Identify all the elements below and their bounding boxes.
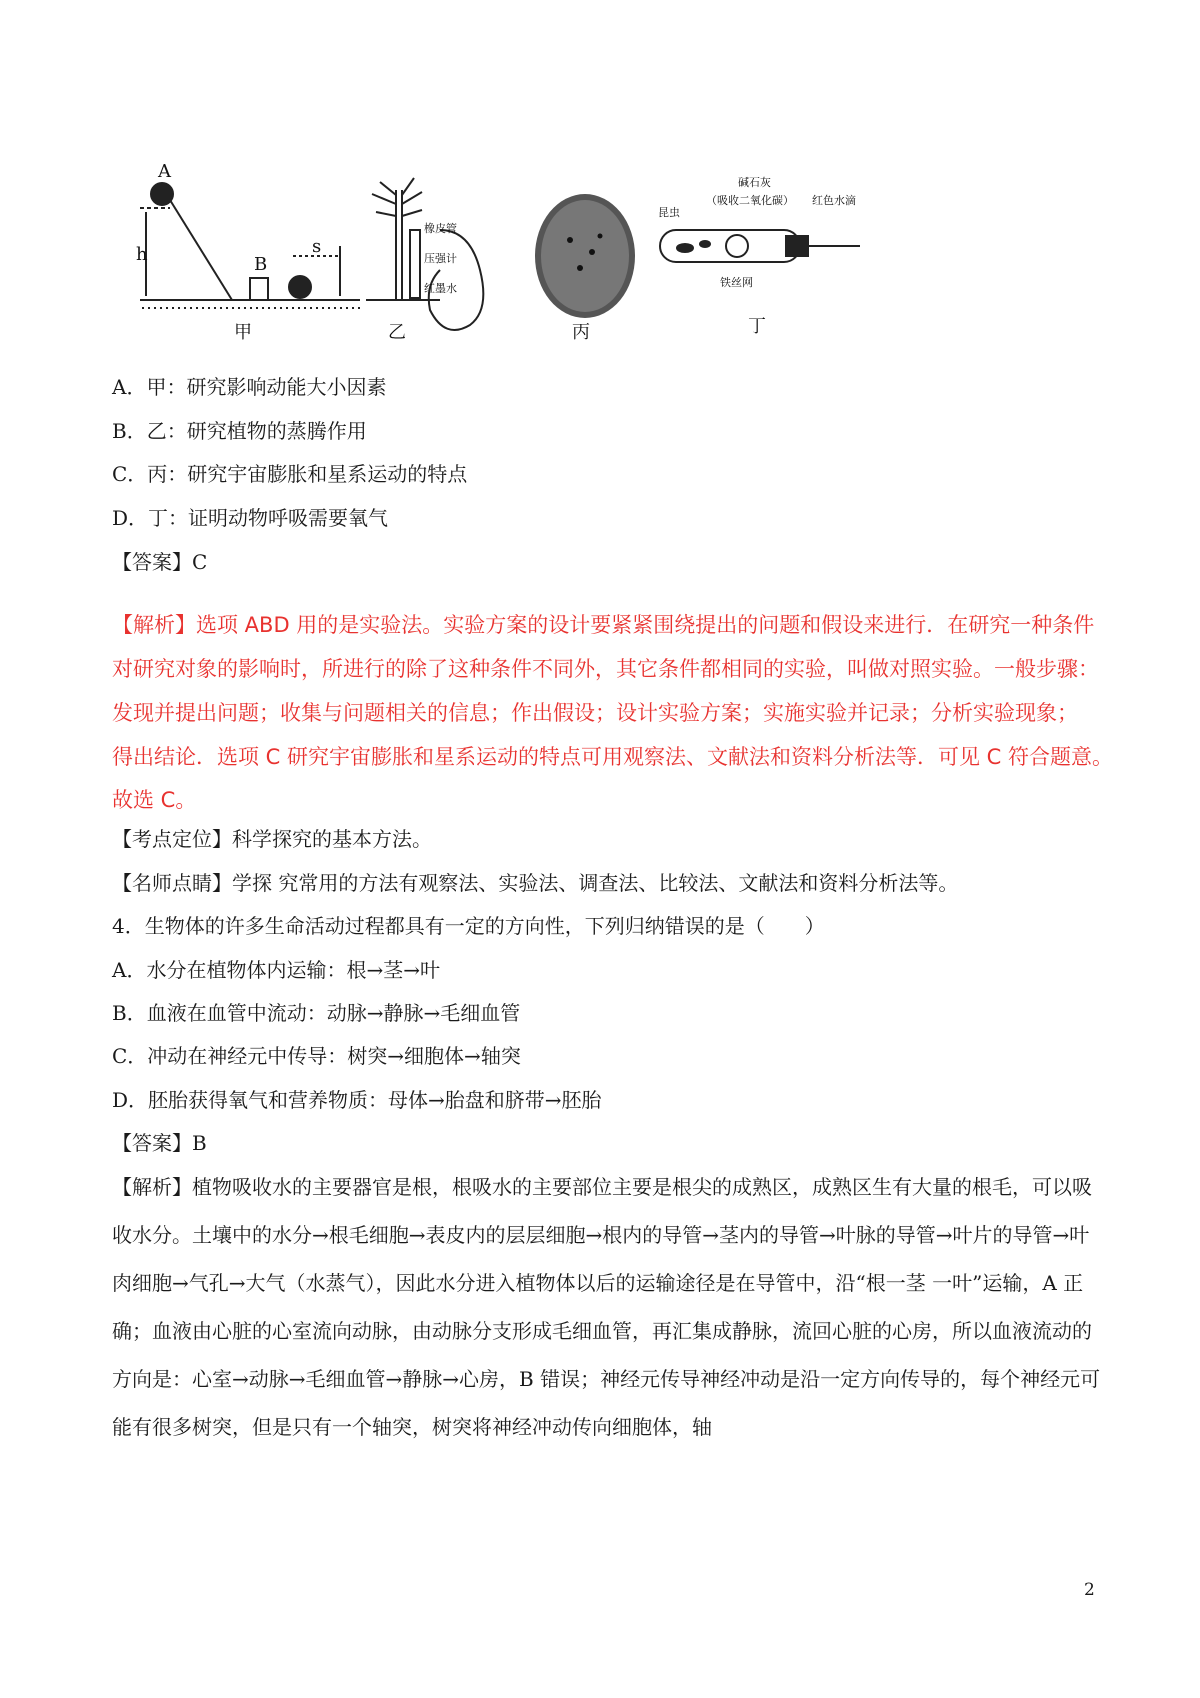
q3-analysis-line-5: 故选 C。 [112,788,197,812]
page-number: 2 [1084,1580,1095,1600]
yi-part-ink: 红墨水 [424,282,457,295]
label-bing: 丙 [572,322,590,343]
label-b: B [254,254,268,275]
label-jia: 甲 [234,322,252,343]
q3-analysis-line-2: 对研究对象的影响时，所进行的除了这种条件不同外，其它条件都相同的实验，叫做对照实验。一般步骤： [112,657,1099,681]
q4-answer: 【答案】B [112,1131,207,1155]
ding-part-insect: 昆虫 [658,206,680,219]
q3-option-b: B．乙：研究植物的蒸腾作用 [112,419,367,443]
figure-ding [660,230,860,262]
q4-option-b: B．血液在血管中流动：动脉→静脉→毛细血管 [112,1001,521,1025]
yi-part-tube: 橡皮管 [424,222,457,235]
ding-part-absorb: （吸收二氧化碳） [706,194,794,207]
label-h: h [136,244,148,265]
experiment-figure [136,160,960,380]
label-yi: 乙 [388,322,406,343]
figure-bing [535,194,635,318]
q3-mingshi: 【名师点睛】学探 究常用的方法有观察法、实验法、调查法、比较法、文献法和资料分析法等。 [112,871,959,895]
q4-question: 4．生物体的许多生命活动过程都具有一定的方向性，下列归纳错误的是（ ） [112,914,825,938]
ding-part-water-drop: 红色水滴 [812,194,856,207]
q3-answer: 【答案】C [112,550,208,574]
ding-part-wire-mesh: 铁丝网 [720,276,753,289]
q4-analysis: 【解析】植物吸收水的主要器官是根，根吸水的主要部位主要是根尖的成熟区，成熟区生有大量的根毛，可以吸收水分。土壤中的水分→根毛细胞→表皮内的层层细胞→根内的导管→茎内的导管→叶脉的导管→叶片的导管→叶肉细胞→气孔→大气（水蒸气），因此水分进入植物体以后的运输途径是在导管中，沿“根一茎 一叶”运输，A 正确；血液由心脏的心室流向动脉，由动脉分支形成毛细血管，再汇集成静脉，流回心脏的心房，所以血液流动的方向是：心室→动脉→毛细血管→静脉→心房，B 错误；神经元传导神经冲动是沿一定方向传导的，每个神经元可能有很多树突，但是只有一个轴突，树突将神经冲动传向细胞体，轴 [112,1175,1101,1439]
q3-option-c: C．丙：研究宇宙膨胀和星系运动的特点 [112,462,468,486]
q3-kaodian: 【考点定位】科学探究的基本方法。 [112,827,432,851]
q4-option-d: D．胚胎获得氧气和营养物质：母体→胎盘和脐带→胚胎 [112,1088,602,1112]
label-s: s [312,236,322,257]
ding-part-soda-lime: 碱石灰 [738,176,771,189]
q3-analysis-line-4: 得出结论．选项 C 研究宇宙膨胀和星系运动的特点可用观察法、文献法和资料分析法等．可见 C 符合题意。 [112,745,1114,769]
q4-option-a: A．水分在植物体内运输：根→茎→叶 [112,958,440,982]
label-ding: 丁 [748,316,766,337]
label-a: A [158,161,171,182]
q4-option-c: C．冲动在神经元中传导：树突→细胞体→轴突 [112,1044,521,1068]
q3-analysis-line-3: 发现并提出问题；收集与问题相关的信息；作出假设；设计实验方案；实施实验并记录；分析实验现象； [112,701,1078,725]
figure-jia [140,183,360,308]
q3-option-a: A．甲：研究影响动能大小因素 [112,375,387,399]
q3-option-d: D．丁：证明动物呼吸需要氧气 [112,506,389,530]
q3-analysis-line-1: 【解析】选项 ABD 用的是实验法。实验方案的设计要紧紧围绕提出的问题和假设来进行．在研究一种条件 [112,613,1095,637]
yi-part-gauge: 压强计 [424,252,457,265]
